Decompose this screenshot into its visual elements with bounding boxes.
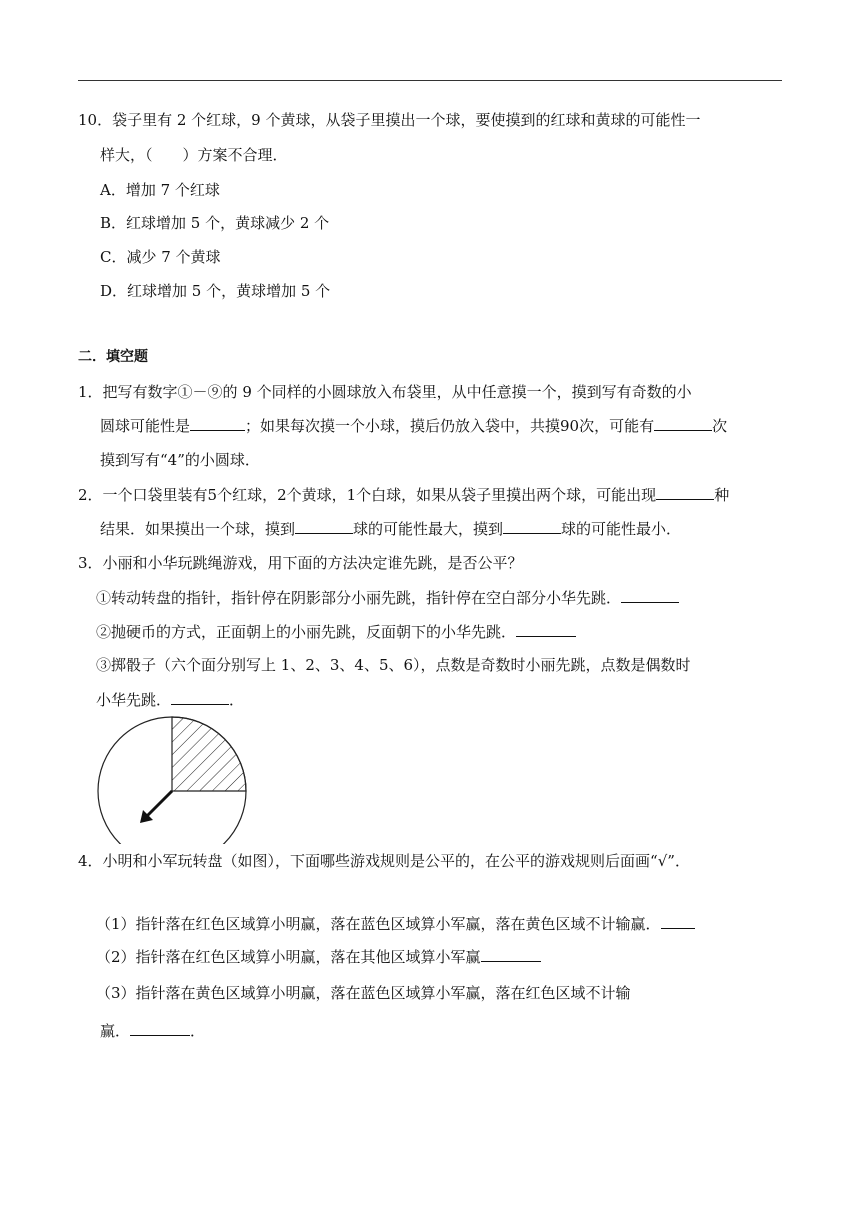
- f3-item3-cont: [96, 689, 244, 710]
- f4-rule3-cont-text: 赢．: [100, 1022, 131, 1040]
- f2-text-c2: 球的可能性最小．: [561, 520, 682, 538]
- answer-blank[interactable]: [516, 621, 576, 637]
- answer-blank[interactable]: [656, 484, 714, 500]
- answer-blank[interactable]: [654, 415, 712, 431]
- q10-option-d: D．红球增加 5 个，黄球增加 5 个: [100, 282, 331, 300]
- answer-blank[interactable]: [190, 415, 245, 431]
- shaded-quarter: [172, 717, 246, 791]
- header-rule: [78, 80, 782, 81]
- answer-blank[interactable]: [295, 518, 353, 534]
- f4-rule1: [96, 913, 695, 934]
- f3-item2-text: ②抛硬币的方式，正面朝上的小丽先跳，反面朝下的小华先跳．: [96, 623, 517, 641]
- f4-rule3-cont: [100, 1020, 205, 1041]
- q10-option-c: C．减少 7 个黄球: [100, 248, 221, 266]
- answer-blank[interactable]: [481, 946, 541, 962]
- f1-line1: 1．把写有数字①－⑨的 9 个同样的小圆球放入布袋里，从中任意摸一个，摸到写有奇数的小: [78, 383, 692, 401]
- f2-text-a: 2．一个口袋里装有5个红球，2个黄球，1个白球，如果从袋子里摸出两个球，可能出现: [78, 486, 657, 504]
- q10-option-b: B．红球增加 5 个，黄球减少 2 个: [100, 214, 330, 232]
- section-title: 二．填空题: [78, 349, 148, 365]
- f4-rule2: [96, 946, 541, 967]
- answer-blank[interactable]: [130, 1020, 190, 1036]
- f3-line1: 3．小丽和小华玩跳绳游戏，用下面的方法决定谁先跳，是否公平？: [78, 554, 523, 572]
- f1-line2: [100, 415, 727, 436]
- f2-line2: [100, 518, 681, 539]
- f1-text-c: 次: [712, 417, 728, 435]
- f3-item3-end: ．: [229, 691, 245, 709]
- answer-blank[interactable]: [171, 689, 229, 705]
- answer-blank[interactable]: [621, 587, 679, 603]
- f3-item2: [96, 621, 576, 642]
- f2-text-b2: 球的可能性最大，摸到: [353, 520, 504, 538]
- f3-item1-text: ①转动转盘的指针，指针停在阴影部分小丽先跳，指针停在空白部分小华先跳．: [96, 589, 622, 607]
- q10-stem-line2: 样大，（ ）方案不合理．: [100, 146, 288, 164]
- f2-text-b: 种: [714, 486, 730, 504]
- f2-text-a2: 结果．如果摸出一个球，摸到: [100, 520, 296, 538]
- f4-rule3: （3）指针落在黄色区域算小明赢，落在蓝色区域算小军赢，落在红色区域不计输: [96, 984, 631, 1002]
- f4-line1: 4．小明和小军玩转盘（如图），下面哪些游戏规则是公平的，在公平的游戏规则后面画“√”．: [78, 852, 690, 870]
- q10-stem-line1: 10．袋子里有 2 个红球，9 个黄球，从袋子里摸出一个球，要使摸到的红球和黄球的可能性一: [78, 111, 701, 129]
- f3-item3: ③掷骰子（六个面分别写上 1、2、3、4、5、6），点数是奇数时小丽先跳，点数是偶数时: [96, 656, 691, 674]
- f1-text-a: 圆球可能性是: [100, 417, 191, 435]
- f4-rule2-text: （2）指针落在红色区域算小明赢，落在其他区域算小军赢: [96, 948, 481, 966]
- f4-rule3-end: ．: [190, 1022, 206, 1040]
- f1-text-b: ；如果每次摸一个小球，摸后仍放入袋中，共摸90次，可能有: [245, 417, 655, 435]
- f3-item3-cont-text: 小华先跳．: [96, 691, 172, 709]
- answer-blank[interactable]: [661, 913, 695, 929]
- answer-blank[interactable]: [503, 518, 561, 534]
- f4-rule1-text: （1）指针落在红色区域算小明赢，落在蓝色区域算小军赢，落在黄色区域不计输赢．: [96, 915, 661, 933]
- f3-item1: [96, 587, 679, 608]
- spinner-figure: [96, 716, 250, 844]
- f2-line1: [78, 484, 729, 505]
- q10-option-a: A．增加 7 个红球: [100, 181, 220, 199]
- f1-line3: 摸到写有“4”的小圆球．: [100, 451, 260, 469]
